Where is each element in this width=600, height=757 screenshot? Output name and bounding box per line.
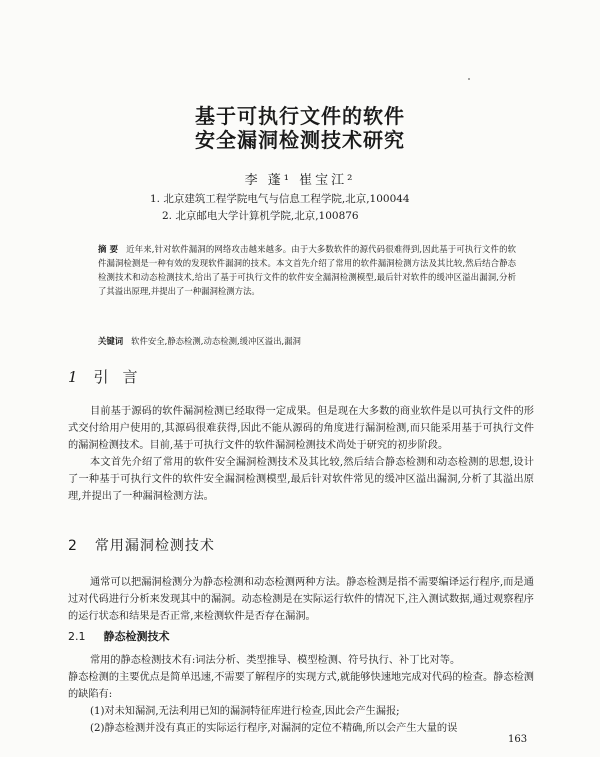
paper-title-line2: 安全漏洞检测技术研究 — [195, 128, 405, 152]
subsection-body — [68, 652, 534, 737]
affiliation-2: 2. 北京邮电大学计算机学院,北京,100876 — [162, 210, 359, 222]
paragraph: 静态检测的主要优点是简单迅速,不需要了解程序的实现方式,就能够快速地完成对代码的检查。静态检测的缺陷有: — [68, 672, 534, 700]
paragraph: 通常可以把漏洞检测分为静态检测和动态检测两种方法。静态检测是指不需要编译运行程序,而是通过对代码进行分析来发现其中的漏洞。动态检测是在实际运行软件的情况下,注入测试数据,通过观察程序的运行状态和结果是否正常,来检测软件是否存在漏洞。 — [68, 577, 534, 622]
list-item: (2)静态检测并没有真正的实际运行程序,对漏洞的定位不精确,所以会产生大量的误 — [90, 723, 458, 734]
affiliation-1: 1. 北京建筑工程学院电气与信息工程学院,北京,100044 — [150, 193, 410, 205]
section-2-title: 常用漏洞检测技术 — [94, 538, 215, 554]
page-number: 163 — [508, 734, 528, 745]
paper-title-line1: 基于可执行文件的软件 — [195, 104, 405, 128]
subsection-title: 静态检测技术 — [103, 630, 170, 643]
keywords — [98, 334, 516, 348]
section-1-number: 1 — [68, 368, 78, 386]
subsection-heading — [68, 628, 170, 644]
section-1-title: 引言 — [93, 368, 152, 386]
abstract-text: 近年来,针对软件漏洞的网络攻击越来越多。由于大多数软件的源代码很难得到,因此基于可执行文件的软件漏洞检测是一种有效的发现软件漏洞的技术。本文首先介绍了常用的软件漏洞检测方法及其比较,然后结合静态检测技术和动态检测技术,给出了基于可执行文件的软件安全漏洞检测模型,最后针对软件的缓冲区溢出漏洞,分析了其溢出原理,并提出了一种漏洞检测方法。 — [98, 244, 516, 296]
section-2-body — [68, 574, 534, 625]
section-1-body — [68, 403, 534, 505]
keywords-label: 关键词 — [98, 336, 124, 346]
abstract-label: 摘 要 — [98, 244, 119, 254]
scan-speck — [468, 78, 470, 80]
paragraph: 常用的静态检测技术有:词法分析、类型推导、模型检测、符号执行、补丁比对等。 — [90, 655, 461, 666]
paragraph: 本文首先介绍了常用的软件安全漏洞检测技术及其比较,然后结合静态检测和动态检测的思想,设计了一种基于可执行文件的软件安全漏洞检测模型,最后针对软件常见的缓冲区溢出漏洞,分析了其溢出原理,并提出了一种漏洞检测方法。 — [68, 457, 534, 502]
abstract — [98, 242, 516, 298]
section-2-heading — [68, 536, 215, 556]
authors: 李 蓬¹ 崔宝江² — [244, 173, 356, 188]
subsection-number: 2.1 — [68, 630, 86, 643]
paragraph: 目前基于源码的软件漏洞检测已经取得一定成果。但是现在大多数的商业软件是以可执行文件的形式交付给用户使用的,其源码很难获得,因此不能从源码的角度进行漏洞检测,而只能采用基于可执行文件的漏洞检测技术。目前,基于可执行文件的软件漏洞检测技术尚处于研究的初步阶段。 — [68, 406, 534, 451]
section-2-number: 2 — [68, 538, 77, 554]
keywords-text: 软件安全,静态检测,动态检测,缓冲区溢出,漏洞 — [131, 336, 301, 346]
section-1-heading — [68, 367, 152, 387]
list-item: (1)对未知漏洞,无法利用已知的漏洞特征库进行检查,因此会产生漏报; — [90, 706, 400, 717]
